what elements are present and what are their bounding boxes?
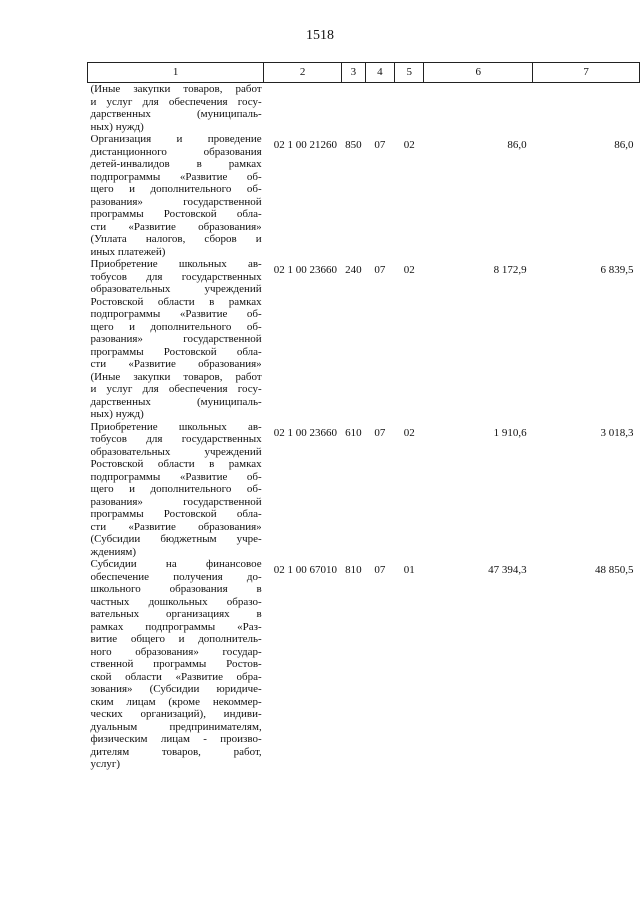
description-line: иных платежей) <box>90 245 166 258</box>
description-line: Приобретение школьных ав- <box>90 420 262 433</box>
description-line: ственной программы Ростов- <box>90 658 262 670</box>
row-expense-type <box>342 83 366 134</box>
description-line: образовательных учреждений <box>90 283 262 295</box>
description-line: ных) нужд) <box>90 408 144 420</box>
description-line: Ростовской области в рамках <box>90 458 262 470</box>
table-row <box>88 258 640 421</box>
row-target-code: 02 1 00 21260 <box>273 139 337 151</box>
description-line: программы Ростовской обла- <box>90 208 262 220</box>
description-line: дителям товаров, работ, <box>90 745 262 758</box>
description-line: витие общего и дополнитель- <box>90 633 262 645</box>
row-section: 07 <box>374 564 386 576</box>
description-line: Субсидии на финансовое <box>90 558 262 570</box>
description-line: щего и дополнительного об- <box>90 320 262 333</box>
description-line: ных) нужд) <box>90 120 144 133</box>
row-section <box>365 83 394 134</box>
description-line: сти «Развитие образования» <box>90 358 262 370</box>
row-target-code <box>264 83 342 134</box>
description-line: Приобретение школьных ав- <box>90 258 262 270</box>
row-expense-type: 850 <box>345 139 362 151</box>
row-value-2023: 3 018,3 <box>600 426 634 439</box>
description-line: (Уплата налогов, сборов и <box>90 233 262 245</box>
description-line: тобусов для государственных <box>90 433 262 445</box>
row-value-2023: 6 839,5 <box>600 264 634 276</box>
row-description <box>88 258 264 421</box>
description-line: вательных организациях в <box>90 608 262 620</box>
header-col-2: 2 <box>264 63 342 83</box>
description-line: услуг) <box>90 758 121 770</box>
description-line: подпрограммы «Развитие об- <box>90 308 262 320</box>
description-line: (Субсидии бюджетным учре- <box>90 533 262 545</box>
description-line: дуальным предпринимателям, <box>90 720 262 733</box>
description-line: рамках подпрограммы «Раз- <box>90 620 262 633</box>
description-line: щего и дополнительного об- <box>90 483 262 495</box>
row-value-2022: 47 394,3 <box>488 564 527 576</box>
description-line: подпрограммы «Развитие об- <box>90 470 262 483</box>
description-line: Организация и проведение <box>90 133 262 145</box>
row-value-2022: 8 172,9 <box>493 264 527 276</box>
description-line: разования» государственной <box>90 495 262 508</box>
row-target-code: 02 1 00 23660 <box>273 264 337 276</box>
description-line: сти «Развитие образования» <box>90 520 262 533</box>
description-line: частных дошкольных образо- <box>90 595 262 608</box>
row-subsection: 02 <box>403 264 415 276</box>
description-line: щего и дополнительного об- <box>90 183 262 195</box>
row-value-2023: 48 850,5 <box>595 564 634 576</box>
description-line: Ростовской области в рамках <box>90 295 262 308</box>
row-section: 07 <box>374 264 386 276</box>
description-line: сти «Развитие образования» <box>90 220 262 233</box>
table-header <box>88 63 640 83</box>
row-expense-type: 610 <box>345 426 362 439</box>
row-value-2023: 86,0 <box>614 139 634 151</box>
description-line: разования» государственной <box>90 333 262 345</box>
description-line: ским лицам (кроме некоммер- <box>90 695 262 708</box>
table-row <box>88 558 640 771</box>
row-description <box>88 83 264 134</box>
description-line: образовательных учреждений <box>90 445 262 458</box>
description-line: школьного образования в <box>90 583 262 595</box>
row-subsection: 02 <box>403 426 415 439</box>
header-col-6: 6 <box>424 63 533 83</box>
description-line: и услуг для обеспечения госу- <box>90 95 262 108</box>
row-value-2022: 1 910,6 <box>493 426 527 439</box>
description-line: ждениям) <box>90 545 137 558</box>
header-col-1: 1 <box>88 63 264 83</box>
page-number: 1518 <box>306 28 334 43</box>
header-col-5: 5 <box>395 63 424 83</box>
header-col-3: 3 <box>342 63 366 83</box>
description-line: (Иные закупки товаров, работ <box>90 83 262 95</box>
description-line: дарственных (муниципаль- <box>90 108 262 120</box>
description-line: дистанционного образования <box>90 145 262 158</box>
row-subsection: 02 <box>403 139 415 151</box>
row-expense-type: 810 <box>345 564 362 576</box>
row-target-code: 02 1 00 23660 <box>273 426 337 439</box>
row-description <box>88 421 264 559</box>
description-line: разования» государственной <box>90 195 262 208</box>
row-subsection <box>395 83 424 134</box>
description-line: и услуг для обеспечения госу- <box>90 383 262 395</box>
header-col-7: 7 <box>533 63 640 83</box>
description-line: физическим лицам - произво- <box>90 733 262 745</box>
table-body <box>88 83 640 771</box>
row-description <box>88 133 264 258</box>
row-target-code: 02 1 00 67010 <box>273 564 337 576</box>
header-col-4: 4 <box>365 63 394 83</box>
row-value-2022 <box>424 83 533 134</box>
row-value-2022: 86,0 <box>507 139 527 151</box>
row-description <box>88 558 264 771</box>
description-line: обеспечение получения до- <box>90 570 262 583</box>
budget-table <box>87 62 640 771</box>
description-line: (Иные закупки товаров, работ <box>90 370 262 383</box>
description-line: зования» (Субсидии юридиче- <box>90 683 262 695</box>
description-line: программы Ростовской обла- <box>90 345 262 358</box>
description-line: детей-инвалидов в рамках <box>90 158 262 170</box>
table-row <box>88 83 640 134</box>
description-line: подпрограммы «Развитие об- <box>90 170 262 183</box>
description-line: дарственных (муниципаль- <box>90 395 262 408</box>
row-section: 07 <box>374 426 386 439</box>
description-line: тобусов для государственных <box>90 270 262 283</box>
row-section: 07 <box>374 139 386 151</box>
table-row <box>88 421 640 559</box>
description-line: ской области «Развитие обра- <box>90 670 262 683</box>
row-expense-type: 240 <box>345 264 362 276</box>
description-line: программы Ростовской обла- <box>90 508 262 520</box>
row-subsection: 01 <box>403 564 415 576</box>
description-line: ческих организаций), индиви- <box>90 708 262 720</box>
description-line: ного образования» государ- <box>90 645 262 658</box>
row-value-2023 <box>533 83 640 134</box>
table-row <box>88 133 640 258</box>
